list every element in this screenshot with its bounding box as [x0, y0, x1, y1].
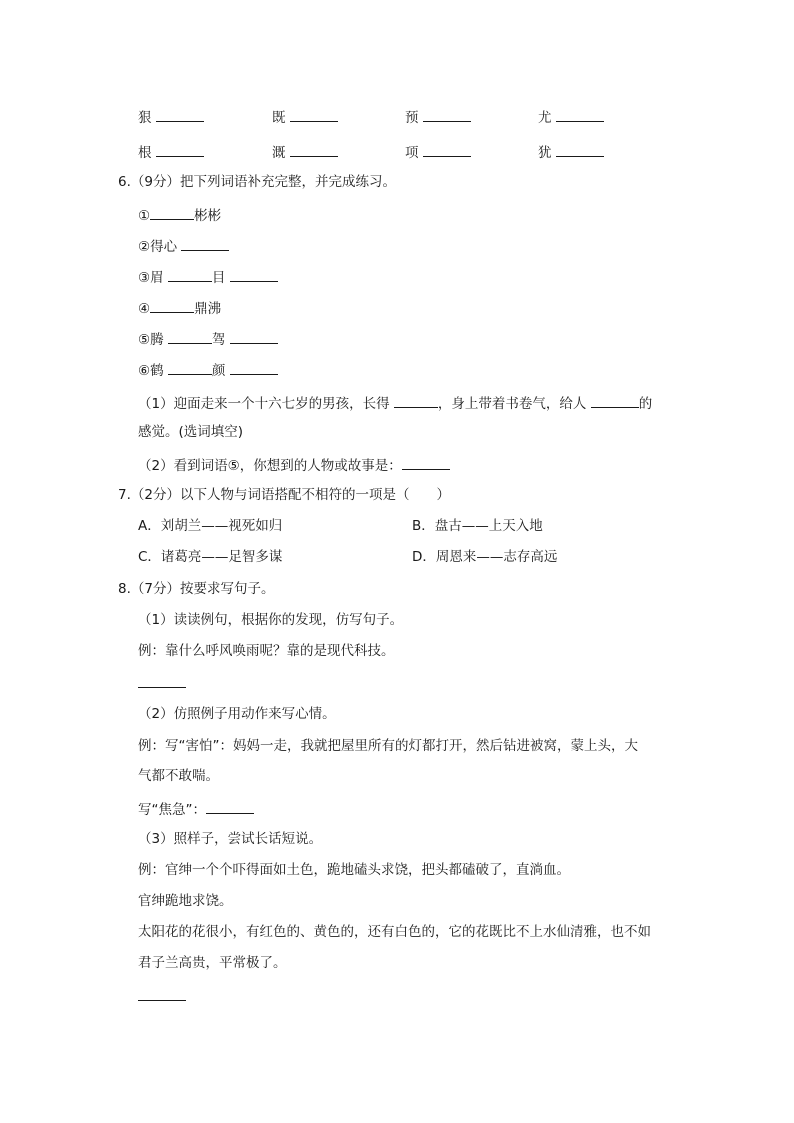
question-8-header: 8.（7分）按要求写句子。 — [118, 581, 275, 597]
answer-blank[interactable] — [556, 142, 604, 157]
q6-item-4 — [138, 298, 221, 318]
answer-blank[interactable] — [206, 799, 254, 814]
q8-sub-1-title: （1）读读例句，根据你的发现，仿写句子。 — [138, 612, 404, 628]
item-text: 彬彬 — [194, 208, 222, 224]
q7-option-c[interactable]: C．诸葛亮——足智多谋 — [138, 549, 283, 565]
char-cell — [538, 106, 604, 126]
char-label: 犹 — [538, 145, 552, 161]
sub-text: （2）看到词语⑤，你想到的人物或故事是： — [138, 458, 402, 474]
q6-item-6 — [138, 360, 278, 380]
item-text: 颜 — [211, 363, 226, 379]
q8-sub-2-example-cont: 气都不敢喘。 — [138, 768, 219, 784]
q8-sub-3-answer — [138, 986, 186, 1006]
q8-sub-1-example: 例：靠什么呼风唤雨呢？靠的是现代科技。 — [138, 643, 395, 659]
answer-blank[interactable] — [423, 142, 471, 157]
char-label: 狠 — [138, 110, 152, 126]
char-label: 预 — [405, 110, 419, 126]
char-cell — [138, 106, 204, 126]
sub-text: 写“焦急”： — [138, 802, 206, 818]
answer-blank[interactable] — [168, 329, 212, 344]
item-text: ① — [138, 208, 151, 224]
char-cell — [138, 141, 204, 161]
char-cell — [272, 106, 338, 126]
q8-sub-3-example-result: 官绅跪地求饶。 — [138, 893, 233, 909]
q6-item-5 — [138, 329, 278, 349]
answer-blank[interactable] — [290, 107, 338, 122]
item-text: ⑤腾 — [138, 332, 164, 348]
char-label: 尤 — [538, 110, 552, 126]
answer-blank[interactable] — [394, 393, 438, 408]
question-7-header: 7.（2分）以下人物与词语搭配不相符的一项是（ ） — [118, 487, 450, 503]
char-cell — [538, 141, 604, 161]
q8-sub-3-title: （3）照样子，尝试长话短说。 — [138, 831, 323, 847]
q8-sub-2-title: （2）仿照例子用动作来写心情。 — [138, 706, 336, 722]
q7-option-a[interactable]: A．刘胡兰——视死如归 — [138, 518, 283, 534]
answer-blank[interactable] — [168, 267, 212, 282]
char-label: 项 — [405, 145, 419, 161]
answer-blank[interactable] — [230, 360, 278, 375]
q8-sub-2-example: 例：写“害怕”：妈妈一走，我就把屋里所有的灯都打开，然后钻进被窝，蒙上头，大 — [138, 738, 638, 754]
answer-blank[interactable] — [230, 267, 278, 282]
answer-blank[interactable] — [402, 455, 450, 470]
q6-sub-2 — [138, 455, 450, 475]
q6-item-2 — [138, 236, 229, 256]
answer-blank[interactable] — [556, 107, 604, 122]
answer-blank[interactable] — [138, 673, 186, 688]
answer-blank[interactable] — [150, 298, 194, 313]
answer-blank[interactable] — [138, 986, 186, 1001]
answer-blank[interactable] — [230, 329, 278, 344]
q6-sub-1-cont: 感觉。(选词填空) — [138, 424, 244, 440]
item-text: 驾 — [211, 332, 226, 348]
char-cell — [272, 141, 338, 161]
answer-blank[interactable] — [168, 360, 212, 375]
q8-sub-3-text: 太阳花的花很小，有红色的、黄色的，还有白色的，它的花既比不上水仙清雅，也不如 — [138, 924, 651, 940]
q6-item-3 — [138, 267, 278, 287]
answer-blank[interactable] — [181, 236, 229, 251]
answer-blank[interactable] — [150, 205, 194, 220]
q6-sub-1 — [138, 393, 652, 413]
answer-blank[interactable] — [156, 107, 204, 122]
item-text: 鼎沸 — [194, 301, 222, 317]
item-text: ③眉 — [138, 270, 164, 286]
q8-sub-2-task — [138, 799, 254, 819]
char-cell — [405, 106, 471, 126]
question-6-header: 6.（9分）把下列词语补充完整，并完成练习。 — [118, 174, 396, 190]
answer-blank[interactable] — [290, 142, 338, 157]
q8-sub-3-example: 例：官绅一个个吓得面如土色，跪地磕头求饶，把头都磕破了，直淌血。 — [138, 862, 570, 878]
answer-blank[interactable] — [423, 107, 471, 122]
item-text: ④ — [138, 301, 151, 317]
q7-option-d[interactable]: D．周恩来——志存高远 — [412, 549, 558, 565]
q6-item-1 — [138, 205, 221, 225]
q8-sub-1-answer — [138, 673, 186, 693]
q7-option-b[interactable]: B．盘古——上天入地 — [412, 518, 543, 534]
q8-sub-3-text-cont: 君子兰高贵，平常极了。 — [138, 955, 287, 971]
char-cell — [405, 141, 471, 161]
answer-blank[interactable] — [156, 142, 204, 157]
item-text: ②得心 — [138, 239, 178, 255]
sub-text: （1）迎面走来一个十六七岁的男孩，长得 — [138, 396, 390, 412]
item-text: ⑥鹤 — [138, 363, 164, 379]
sub-text: ，身上带着书卷气，给人 — [437, 396, 587, 412]
char-label: 溉 — [272, 145, 286, 161]
char-label: 根 — [138, 145, 152, 161]
answer-blank[interactable] — [591, 393, 639, 408]
char-label: 既 — [272, 110, 286, 126]
sub-text: 的 — [638, 396, 653, 412]
item-text: 目 — [211, 270, 226, 286]
